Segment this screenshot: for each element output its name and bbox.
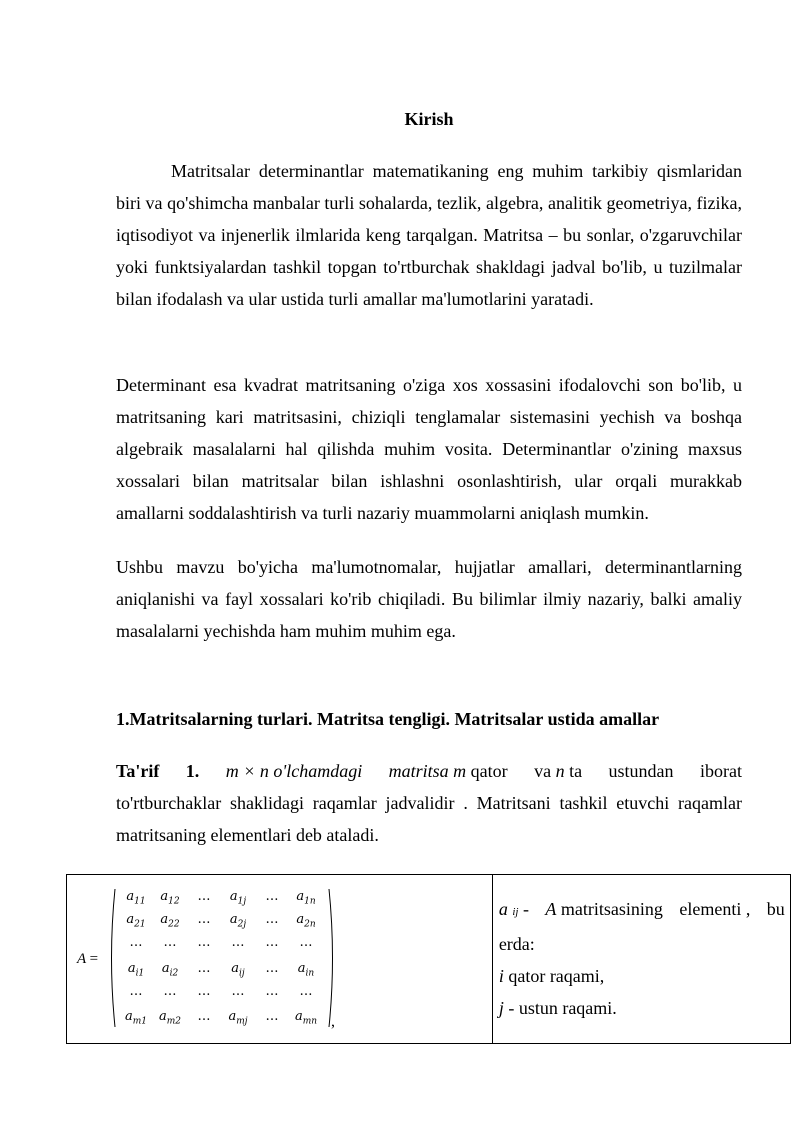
matrix-element: $a_{mn}$ xyxy=(294,1009,318,1027)
matrix-element: … xyxy=(163,984,177,999)
matrix-element: $a_{12}$ xyxy=(160,889,180,907)
matrix-formula xyxy=(75,885,495,1035)
matrix-element: $a_{mj}$ xyxy=(228,1009,248,1027)
matrix-element: $a_{2j}$ xyxy=(229,912,247,930)
explanation-cell xyxy=(492,875,790,1044)
matrix-element: $a_{1j}$ xyxy=(229,889,247,907)
definition-n: n xyxy=(555,761,565,781)
matrix-element: $a_{i2}$ xyxy=(161,961,179,979)
matrix-element: $a_{ij}$ xyxy=(231,961,245,979)
dash: - xyxy=(522,899,529,919)
definition-va: va xyxy=(534,761,552,781)
definition-qator: qator xyxy=(470,761,508,781)
matrix-element: $a_{2n}$ xyxy=(296,912,316,930)
definition-term: matritsa xyxy=(388,761,449,781)
definition-table xyxy=(66,874,791,1044)
matrix-element: … xyxy=(265,912,279,927)
matrix-brackets xyxy=(107,887,337,1029)
word-bu: bu xyxy=(766,899,785,919)
element-symbol: a xyxy=(498,899,508,919)
matrix-comma: , xyxy=(331,1013,335,1030)
matrix-element: … xyxy=(299,935,313,950)
definition-number: 1. xyxy=(185,761,200,781)
definition-ta: ta xyxy=(569,761,583,781)
word-elementi: elementi , xyxy=(679,899,751,919)
matrix-element: … xyxy=(265,889,279,904)
intro-paragraph-2: Determinant esa kvadrat matritsaning o'ziga xos xossasini ifodalovchi son bo'lib, u matritsaning kari matritsasini, chiziqli tenglamalar sistemasini yechish va boshqa algebraik masalalarni hal qilishda muhim vosita. Determinantlar o'zining maxsus xossalari bilan matritsalar bilan ishlashni osonlashtirish, ular orqali murakkab amallarni soddalashtirish va turli nazariy muammolarni aniqlash mumkin. xyxy=(116,375,742,523)
explanation-line-3: i qator raqami, xyxy=(498,966,605,986)
matrix-element: … xyxy=(299,984,313,999)
matrix-row xyxy=(119,912,323,930)
page-title: Kirish xyxy=(404,109,454,129)
matrix-row xyxy=(119,984,323,999)
matrix-element: … xyxy=(197,984,211,999)
matrix-cell xyxy=(67,875,493,1044)
intro-paragraph-3: Ushbu mavzu bo'yicha ma'lumotnomalar, hujjatlar amallari, determinantlarning aniqlanishi va fayl xossalari ko'rib chiqiladi. Bu bilimlar ilmiy nazariy, balki amaliy masalalarni yechishda ham muhim muhim ega. xyxy=(116,557,742,641)
matrix-element: … xyxy=(265,961,279,976)
explanation-line-4: j - ustun raqami. xyxy=(498,998,617,1018)
matrix-element: … xyxy=(197,889,211,904)
matrix-element: … xyxy=(129,935,143,950)
definition-m: m xyxy=(453,761,467,781)
definition-ustundan: ustundan xyxy=(608,761,674,781)
matrix-element: $a_{22}$ xyxy=(160,912,180,930)
element-subscript: ij xyxy=(512,906,519,918)
matrix-element: … xyxy=(265,984,279,999)
matrix-element: … xyxy=(265,1009,279,1024)
matrix-element: $a_{in}$ xyxy=(297,961,315,979)
definition-rest: to'rtburchaklar shaklidagi raqamlar jadvalidir . Matritsani tashkil etuvchi raqamlar matritsaning elementlari deb ataladi. xyxy=(116,793,742,845)
matrix-element: $a_{11}$ xyxy=(126,889,146,907)
matrix-element: … xyxy=(129,984,143,999)
matrix-element: $a_{21}$ xyxy=(126,912,146,930)
matrix-element: … xyxy=(265,935,279,950)
definition-iborat: iborat xyxy=(699,761,742,781)
section-heading: 1.Matritsalarning turlari. Matritsa tengligi. Matritsalar ustida amallar xyxy=(116,709,660,729)
matrix-element: … xyxy=(231,935,245,950)
matrix-element: … xyxy=(231,984,245,999)
matrix-lhs: A = xyxy=(77,951,99,967)
matrix-element: $a_{1n}$ xyxy=(296,889,316,907)
matrix-element: $a_{m1}$ xyxy=(124,1009,148,1027)
matrix-row xyxy=(119,1009,323,1027)
definition-dims: m × n o'lchamdagi xyxy=(225,761,363,781)
matrix-element: … xyxy=(197,961,211,976)
matrix-element: … xyxy=(197,935,211,950)
matrix-element: $a_{m2}$ xyxy=(158,1009,182,1027)
intro-paragraph-1: Matritsalar determinantlar matematikaning eng muhim tarkibiy qismlaridan biri va qo'shimcha manbalar turli sohalarda, tezlik, algebra, analitik geometriya, fizika, iqtisodiyot va injenerlik ilmlarida keng tarqalgan. Matritsa – bu sonlar, o'zgaruvchilar yoki funktsiyalardan tashkil topgan to'rtburchak shakldagi jadval bo'lib, u tuzilmalar bilan ifodalash va ular ustida turli amallar ma'lumotlarini yaratadi. xyxy=(116,161,742,309)
matrix-symbol: A xyxy=(545,899,557,919)
matrix-element: … xyxy=(197,912,211,927)
definition-paragraph xyxy=(116,755,742,851)
matrix-element: $a_{i1}$ xyxy=(127,961,145,979)
explanation-text xyxy=(499,893,785,1024)
explanation-line-2: erda: xyxy=(498,934,535,954)
matrix-row xyxy=(119,935,323,950)
matrix-element: … xyxy=(197,1009,211,1024)
word-matritsasining: matritsasining xyxy=(560,899,663,919)
matrix-row xyxy=(119,961,323,979)
definition-label: Ta'rif xyxy=(116,761,160,781)
matrix-element: … xyxy=(163,935,177,950)
matrix-row xyxy=(119,889,323,907)
